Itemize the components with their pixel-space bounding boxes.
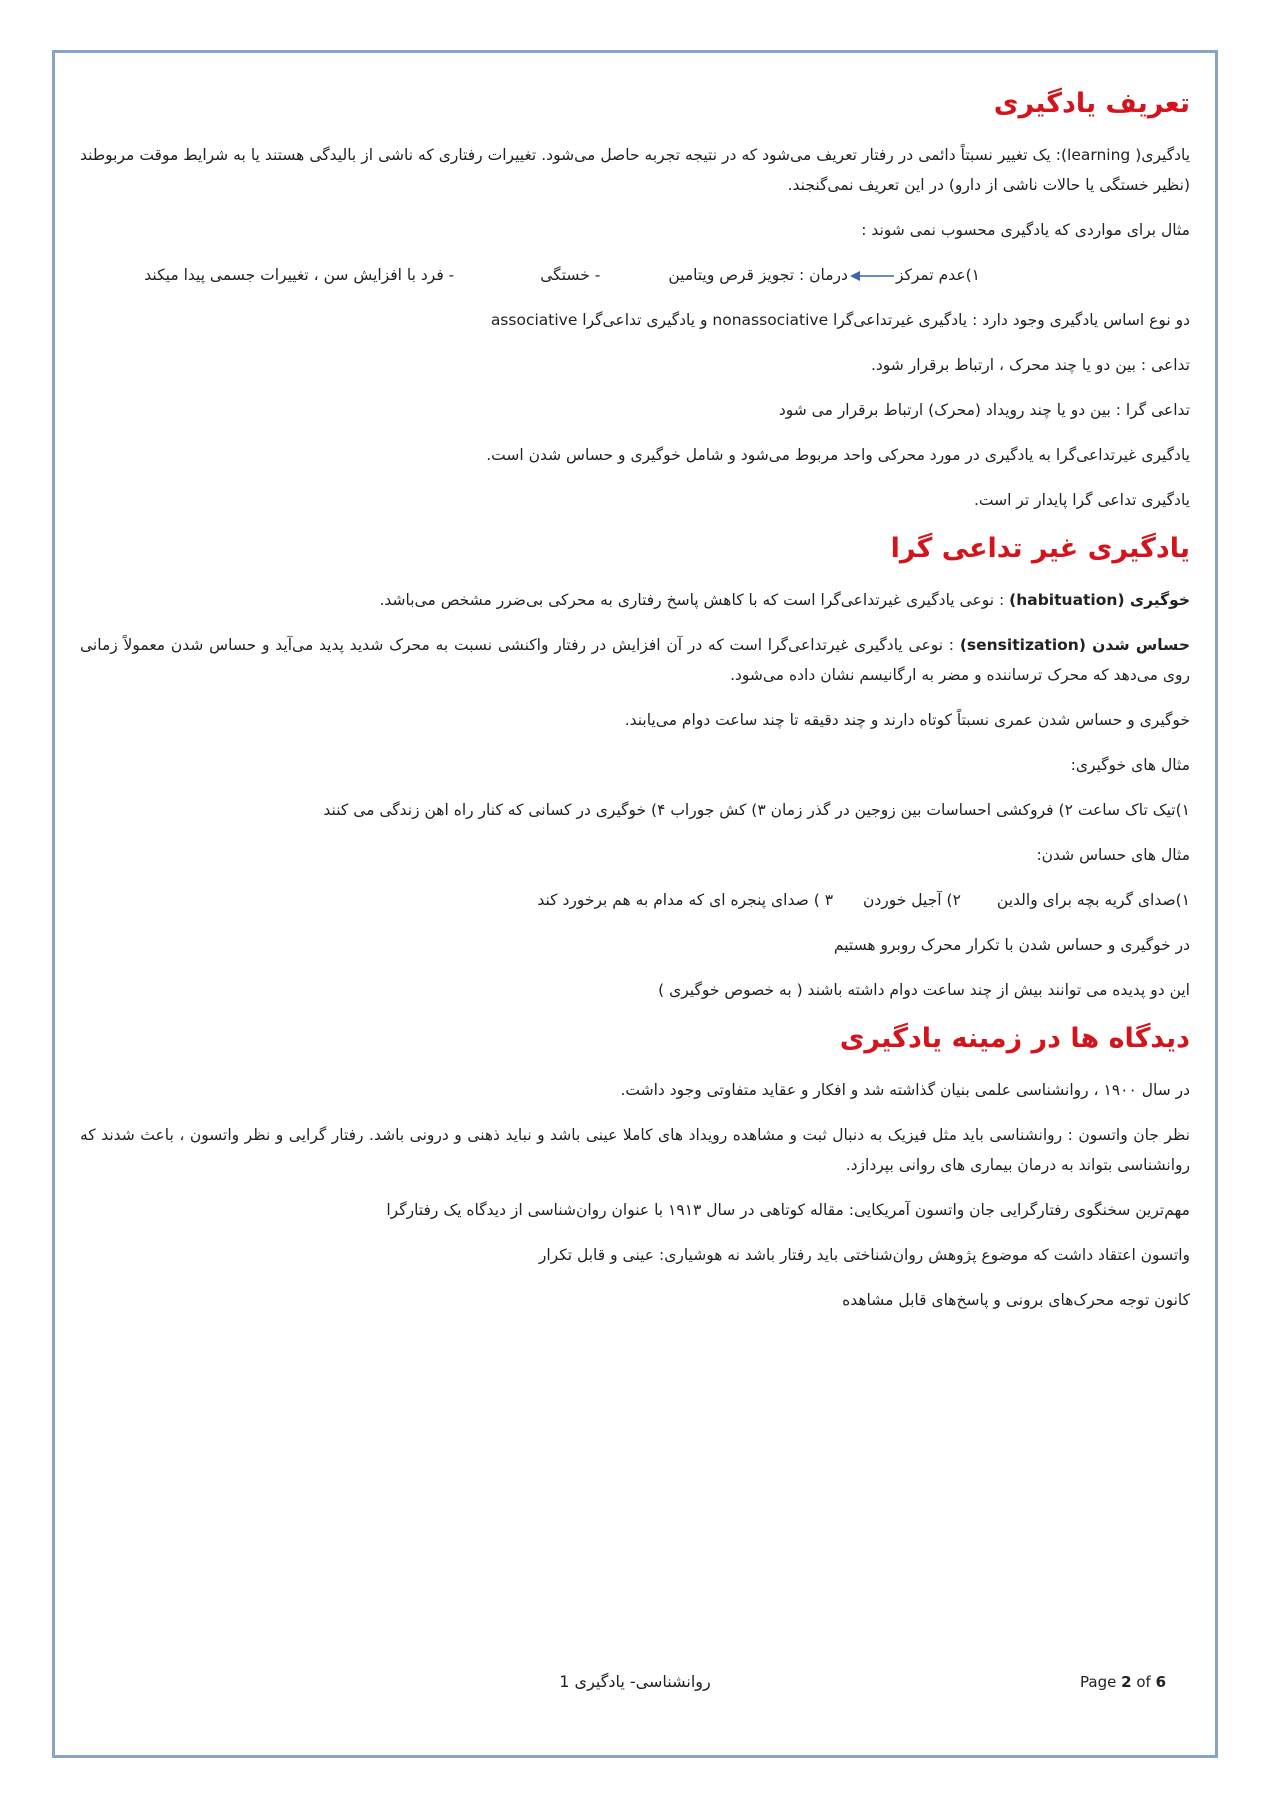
sens-example-2: ۲) آجیل خوردن — [863, 891, 961, 909]
section-heading-perspectives: دیدگاه ها در زمینه یادگیری — [839, 1023, 1190, 1054]
habituation-examples: ۱)تیک تاک ساعت ۲) فروکشی احساسات بین زوجین در گذر زمان ۳) کش جوراب ۴) خوگیری در کسانی که کنار راه اهن زندگی می کنند — [323, 801, 1190, 819]
associative-stable: یادگیری تداعی گرا پایدار تر است. — [973, 491, 1190, 509]
sensitization-term: حساس شدن (sensitization) — [959, 636, 1190, 654]
page-current: 2 — [1121, 1673, 1132, 1691]
perspectives-p5: کانون توجه محرک‌های برونی و پاسخ‌های قابل مشاهده — [842, 1291, 1190, 1309]
section-heading-nonassociative: یادگیری غیر تداعی گرا — [890, 533, 1190, 564]
section-heading-definition: تعریف یادگیری — [993, 88, 1190, 119]
example-fatigue: - خستگی — [540, 266, 601, 284]
sensitization-text: : نوعی یادگیری غیرتداعی‌گرا است که در آن افزایش در رفتار واکنشی نسبت به محرک شدید پدید می‌آید و حساس شدن معمولاً زمانی روی می‌دهد که محرک ترساننده و مضر به ارگانیسم نشان داده می‌شود. — [80, 636, 1190, 684]
association-def-1: تداعی : بین دو یا چند محرک ، ارتباط برقرار شود. — [870, 356, 1190, 374]
perspectives-p1: در سال ۱۹۰۰ ، روانشناسی علمی بنیان گذاشته شد و افکار و عقاید متفاوتی وجود داشت. — [620, 1081, 1190, 1099]
habituation-def — [80, 585, 1190, 615]
sensitization-def — [80, 630, 1190, 690]
duration-note: خوگیری و حساس شدن عمری نسبتاً کوتاه دارند و چند دقیقه تا چند ساعت دوام می‌یابند. — [624, 711, 1190, 729]
association-def-2: تداعی گرا : بین دو یا چند رویداد (محرک) ارتباط برقرار می شود — [778, 401, 1190, 419]
perspectives-p2: نظر جان واتسون : روانشناسی باید مثل فیزیک به دنبال ثبت و مشاهده رویداد های کاملا عینی باشد و نباید ذهنی و درونی باشد. رفتار گرایی و نظر واتسون ، باعث شدند که روانشناسی بتواند به درمان بیماری های روانی بپردازد. — [80, 1126, 1190, 1174]
examples-intro: مثال برای مواردی که یادگیری محسوب نمی شوند : — [861, 221, 1190, 239]
footer-title: روانشناسی- یادگیری 1 — [559, 1672, 711, 1691]
habituation-examples-title: مثال های خوگیری: — [1070, 756, 1190, 774]
perspectives-p4: واتسون اعتقاد داشت که موضوع پژوهش روان‌شناختی باید رفتار باشد نه هوشیاری: عینی و قابل تکرار — [538, 1246, 1190, 1264]
examples-line — [80, 260, 1190, 290]
repeat-note: در خوگیری و حساس شدن با تکرار محرک روبرو هستیم — [833, 936, 1190, 954]
habituation-text: : نوعی یادگیری غیرتداعی‌گرا است که با کاهش پاسخ رفتاری به محرکی بی‌ضرر مشخص می‌باشد. — [379, 591, 1010, 609]
learning-types: دو نوع اساس یادگیری وجود دارد : یادگیری غیرتداعی‌گرا nonassociative و یادگیری تداعی‌گرا associative — [490, 311, 1190, 329]
sens-example-1: ۱)صدای گریه بچه برای والدین — [996, 891, 1190, 909]
definition-paragraph: یادگیری( learning): یک تغییر نسبتاً دائمی در رفتار تعریف می‌شود که در نتیجه تجربه حاصل می‌شود. تغییرات رفتاری که ناشی از بالیدگی هستند یا به شرایط موقت مربوطند (نظیر خستگی یا حالات ناشی از دارو) در این تعریف نمی‌گنجند. — [80, 146, 1191, 194]
nonassociative-def: یادگیری غیرتداعی‌گرا به یادگیری در مورد محرکی واحد مربوط می‌شود و شامل خوگیری و حساس شدن است. — [486, 446, 1190, 464]
sensitization-examples — [80, 885, 1190, 915]
page-word: Page — [1080, 1673, 1117, 1691]
perspectives-p3: مهم‌ترین سخنگوی رفتارگرایی جان واتسون آمریکایی: مقاله کوتاهی در سال ۱۹۱۳ با عنوان روان‌شناسی از دیدگاه یک رفتارگرا — [386, 1201, 1190, 1219]
example-treatment: درمان : تجویز قرص ویتامین — [668, 266, 848, 284]
sens-example-3: ۳ ) صدای پنجره ای که مدام به هم برخورد کند — [537, 891, 834, 909]
page-footer — [80, 1672, 1190, 1698]
arrow-left-icon — [850, 270, 894, 282]
of-word: of — [1136, 1673, 1151, 1691]
document-body — [80, 86, 1190, 1315]
example-aging: - فرد با افزایش سن ، تغییرات جسمی پیدا میکند — [144, 266, 455, 284]
page-number — [1080, 1673, 1166, 1691]
page-total: 6 — [1155, 1673, 1167, 1691]
persistence-note: این دو پدیده می توانند بیش از چند ساعت دوام داشته باشند ( به خصوص خوگیری ) — [658, 981, 1190, 999]
habituation-term: خوگیری (habituation) — [1009, 591, 1190, 609]
sensitization-examples-title: مثال های حساس شدن: — [1036, 846, 1190, 864]
example-no-focus: ۱)عدم تمرکز — [895, 266, 980, 284]
